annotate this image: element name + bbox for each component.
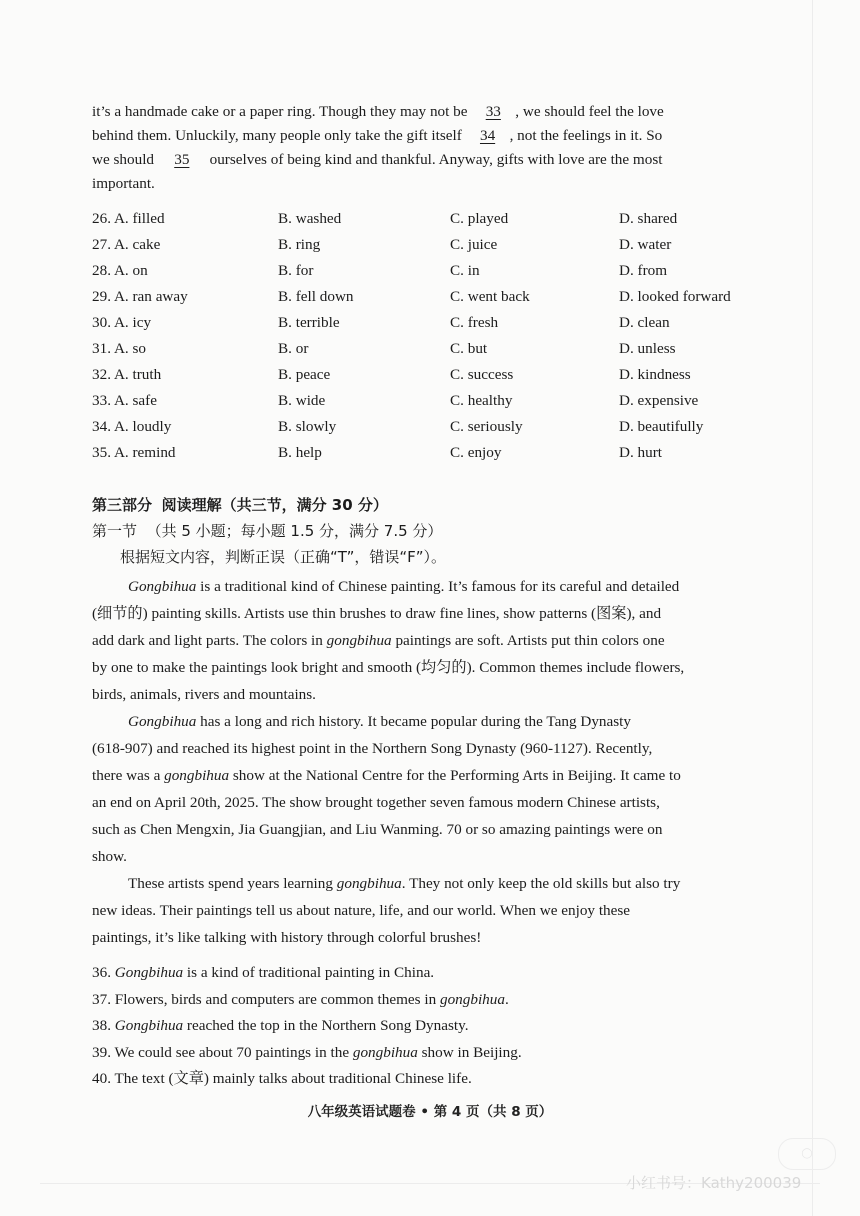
choice-row-28 bbox=[92, 258, 792, 284]
question-38: 38. Gongbihua reached the top in the Northern Song Dynasty. bbox=[92, 1017, 469, 1034]
passage-text: behind them. Unluckily, many people only take the gift itself bbox=[92, 127, 466, 144]
choice-row-35 bbox=[92, 440, 792, 466]
blank-33: 33 bbox=[485, 103, 501, 120]
passage-line: (细节的) painting skills. Artists use thin brushes to draw fine lines, show patterns (图案), and bbox=[92, 605, 662, 622]
passage-line: add dark and light parts. The colors in gongbihua paintings are soft. Artists put thin colors one bbox=[92, 632, 665, 649]
choice-row-26 bbox=[92, 206, 792, 232]
passage-line: an end on April 20th, 2025. The show brought together seven famous modern Chinese artists, bbox=[92, 794, 660, 811]
option-c: C. played bbox=[450, 210, 509, 227]
option-d: D. from bbox=[619, 262, 668, 279]
cloze-passage-tail bbox=[92, 100, 762, 196]
subsection-number: 第一节 bbox=[92, 522, 138, 540]
true-false-questions bbox=[92, 960, 772, 1093]
passage-line: paintings, it’s like talking with history through colorful brushes! bbox=[92, 929, 482, 946]
cloze-choices bbox=[92, 206, 792, 466]
option-d: D. expensive bbox=[619, 392, 699, 409]
section-number: 第三部分 bbox=[92, 496, 153, 514]
question-39: 39. We could see about 70 paintings in the gongbihua show in Beijing. bbox=[92, 1043, 522, 1061]
option-a: 35. A. remind bbox=[92, 444, 176, 461]
option-b: B. wide bbox=[278, 392, 326, 409]
option-c: C. juice bbox=[450, 236, 498, 253]
option-c: C. but bbox=[450, 340, 488, 357]
option-d: D. beautifully bbox=[619, 418, 704, 435]
option-c: C. fresh bbox=[450, 314, 499, 331]
option-d: D. looked forward bbox=[619, 288, 731, 305]
option-b: B. washed bbox=[278, 210, 342, 227]
blank-34: 34 bbox=[479, 127, 496, 144]
blank-35: 35 bbox=[174, 151, 190, 168]
option-d: D. unless bbox=[619, 340, 676, 357]
passage-line: by one to make the paintings look bright and smooth (均匀的). Common themes include flowers, bbox=[92, 659, 685, 676]
option-d: D. clean bbox=[619, 314, 670, 331]
subsection-scoring: （共 5 小题；每小题 1.5 分，满分 7.5 分） bbox=[146, 522, 443, 540]
option-a: 30. A. icy bbox=[92, 314, 152, 331]
option-b: B. ring bbox=[278, 236, 321, 253]
option-c: C. seriously bbox=[450, 418, 523, 435]
section-heading bbox=[92, 493, 388, 517]
passage-line: Gongbihua has a long and rich history. It became popular during the Tang Dynasty bbox=[128, 713, 631, 730]
question-40: 40. The text (文章) mainly talks about traditional Chinese life. bbox=[92, 1070, 472, 1087]
option-c: C. in bbox=[450, 262, 480, 279]
page-edge-line bbox=[812, 0, 813, 1216]
choice-row-33 bbox=[92, 388, 792, 414]
passage-text: important. bbox=[92, 175, 155, 192]
passage-line: new ideas. Their paintings tell us about nature, life, and our world. When we enjoy these bbox=[92, 902, 631, 919]
choice-row-34 bbox=[92, 414, 792, 440]
passage-text: ourselves of being kind and thankful. Anyway, gifts with love are the most bbox=[205, 151, 663, 168]
option-c: C. went back bbox=[450, 288, 530, 305]
choice-row-30 bbox=[92, 310, 792, 336]
option-a: 33. A. safe bbox=[92, 392, 157, 409]
option-b: B. terrible bbox=[278, 314, 340, 331]
option-b: B. peace bbox=[278, 366, 331, 383]
watermark-logo-icon: ◯ bbox=[778, 1138, 836, 1170]
option-a: 26. A. filled bbox=[92, 210, 165, 227]
option-a: 28. A. on bbox=[92, 262, 148, 279]
watermark-text: 小红书号：Kathy200039 bbox=[626, 1174, 802, 1192]
option-b: B. for bbox=[278, 262, 314, 279]
option-c: C. success bbox=[450, 366, 514, 383]
passage-line: (618-907) and reached its highest point in the Northern Song Dynasty (960-1127). Recently, bbox=[92, 740, 653, 757]
passage-text: it’s a handmade cake or a paper ring. Though they may not be bbox=[92, 103, 472, 120]
option-c: C. healthy bbox=[450, 392, 513, 409]
question-36: 36. Gongbihua is a kind of traditional painting in China. bbox=[92, 964, 435, 981]
passage-line: show. bbox=[92, 848, 127, 865]
option-c: C. enjoy bbox=[450, 444, 502, 461]
passage-line: there was a gongbihua show at the National Centre for the Performing Arts in Beijing. It came to bbox=[92, 767, 681, 784]
choice-row-31 bbox=[92, 336, 792, 362]
option-d: D. hurt bbox=[619, 444, 663, 461]
reading-passage bbox=[92, 573, 762, 951]
option-b: B. help bbox=[278, 444, 322, 461]
option-a: 29. A. ran away bbox=[92, 288, 188, 305]
passage-line: Gongbihua is a traditional kind of Chinese painting. It’s famous for its careful and detailed bbox=[128, 578, 680, 595]
passage-text: , we should feel the love bbox=[515, 103, 664, 120]
passage-line: such as Chen Mengxin, Jia Guangjian, and Liu Wanming. 70 or so amazing paintings were on bbox=[92, 821, 663, 838]
question-37: 37. Flowers, birds and computers are common themes in gongbihua. bbox=[92, 990, 509, 1008]
option-a: 27. A. cake bbox=[92, 236, 161, 253]
option-b: B. or bbox=[278, 340, 309, 357]
option-b: B. fell down bbox=[278, 288, 354, 305]
passage-text: , not the feelings in it. So bbox=[509, 127, 663, 144]
subsection-heading bbox=[92, 519, 442, 543]
option-d: D. shared bbox=[619, 210, 678, 227]
choice-row-32 bbox=[92, 362, 792, 388]
passage-line: birds, animals, rivers and mountains. bbox=[92, 686, 316, 703]
section-title: 阅读理解（共三节，满分 30 分） bbox=[161, 496, 388, 514]
option-a: 32. A. truth bbox=[92, 366, 162, 383]
choice-row-29 bbox=[92, 284, 792, 310]
passage-text: we should bbox=[92, 151, 158, 168]
page-footer: 八年级英语试题卷 • 第 4 页（共 8 页） bbox=[307, 1104, 553, 1120]
instruction-text: 根据短文内容，判断正误（正确“T”，错误“F”）。 bbox=[120, 548, 447, 566]
passage-line: These artists spend years learning gongbihua. They not only keep the old skills but also try bbox=[128, 875, 681, 892]
option-a: 31. A. so bbox=[92, 340, 147, 357]
option-d: D. kindness bbox=[619, 366, 691, 383]
option-b: B. slowly bbox=[278, 418, 337, 435]
option-d: D. water bbox=[619, 236, 672, 253]
choice-row-27 bbox=[92, 232, 792, 258]
option-a: 34. A. loudly bbox=[92, 418, 172, 435]
